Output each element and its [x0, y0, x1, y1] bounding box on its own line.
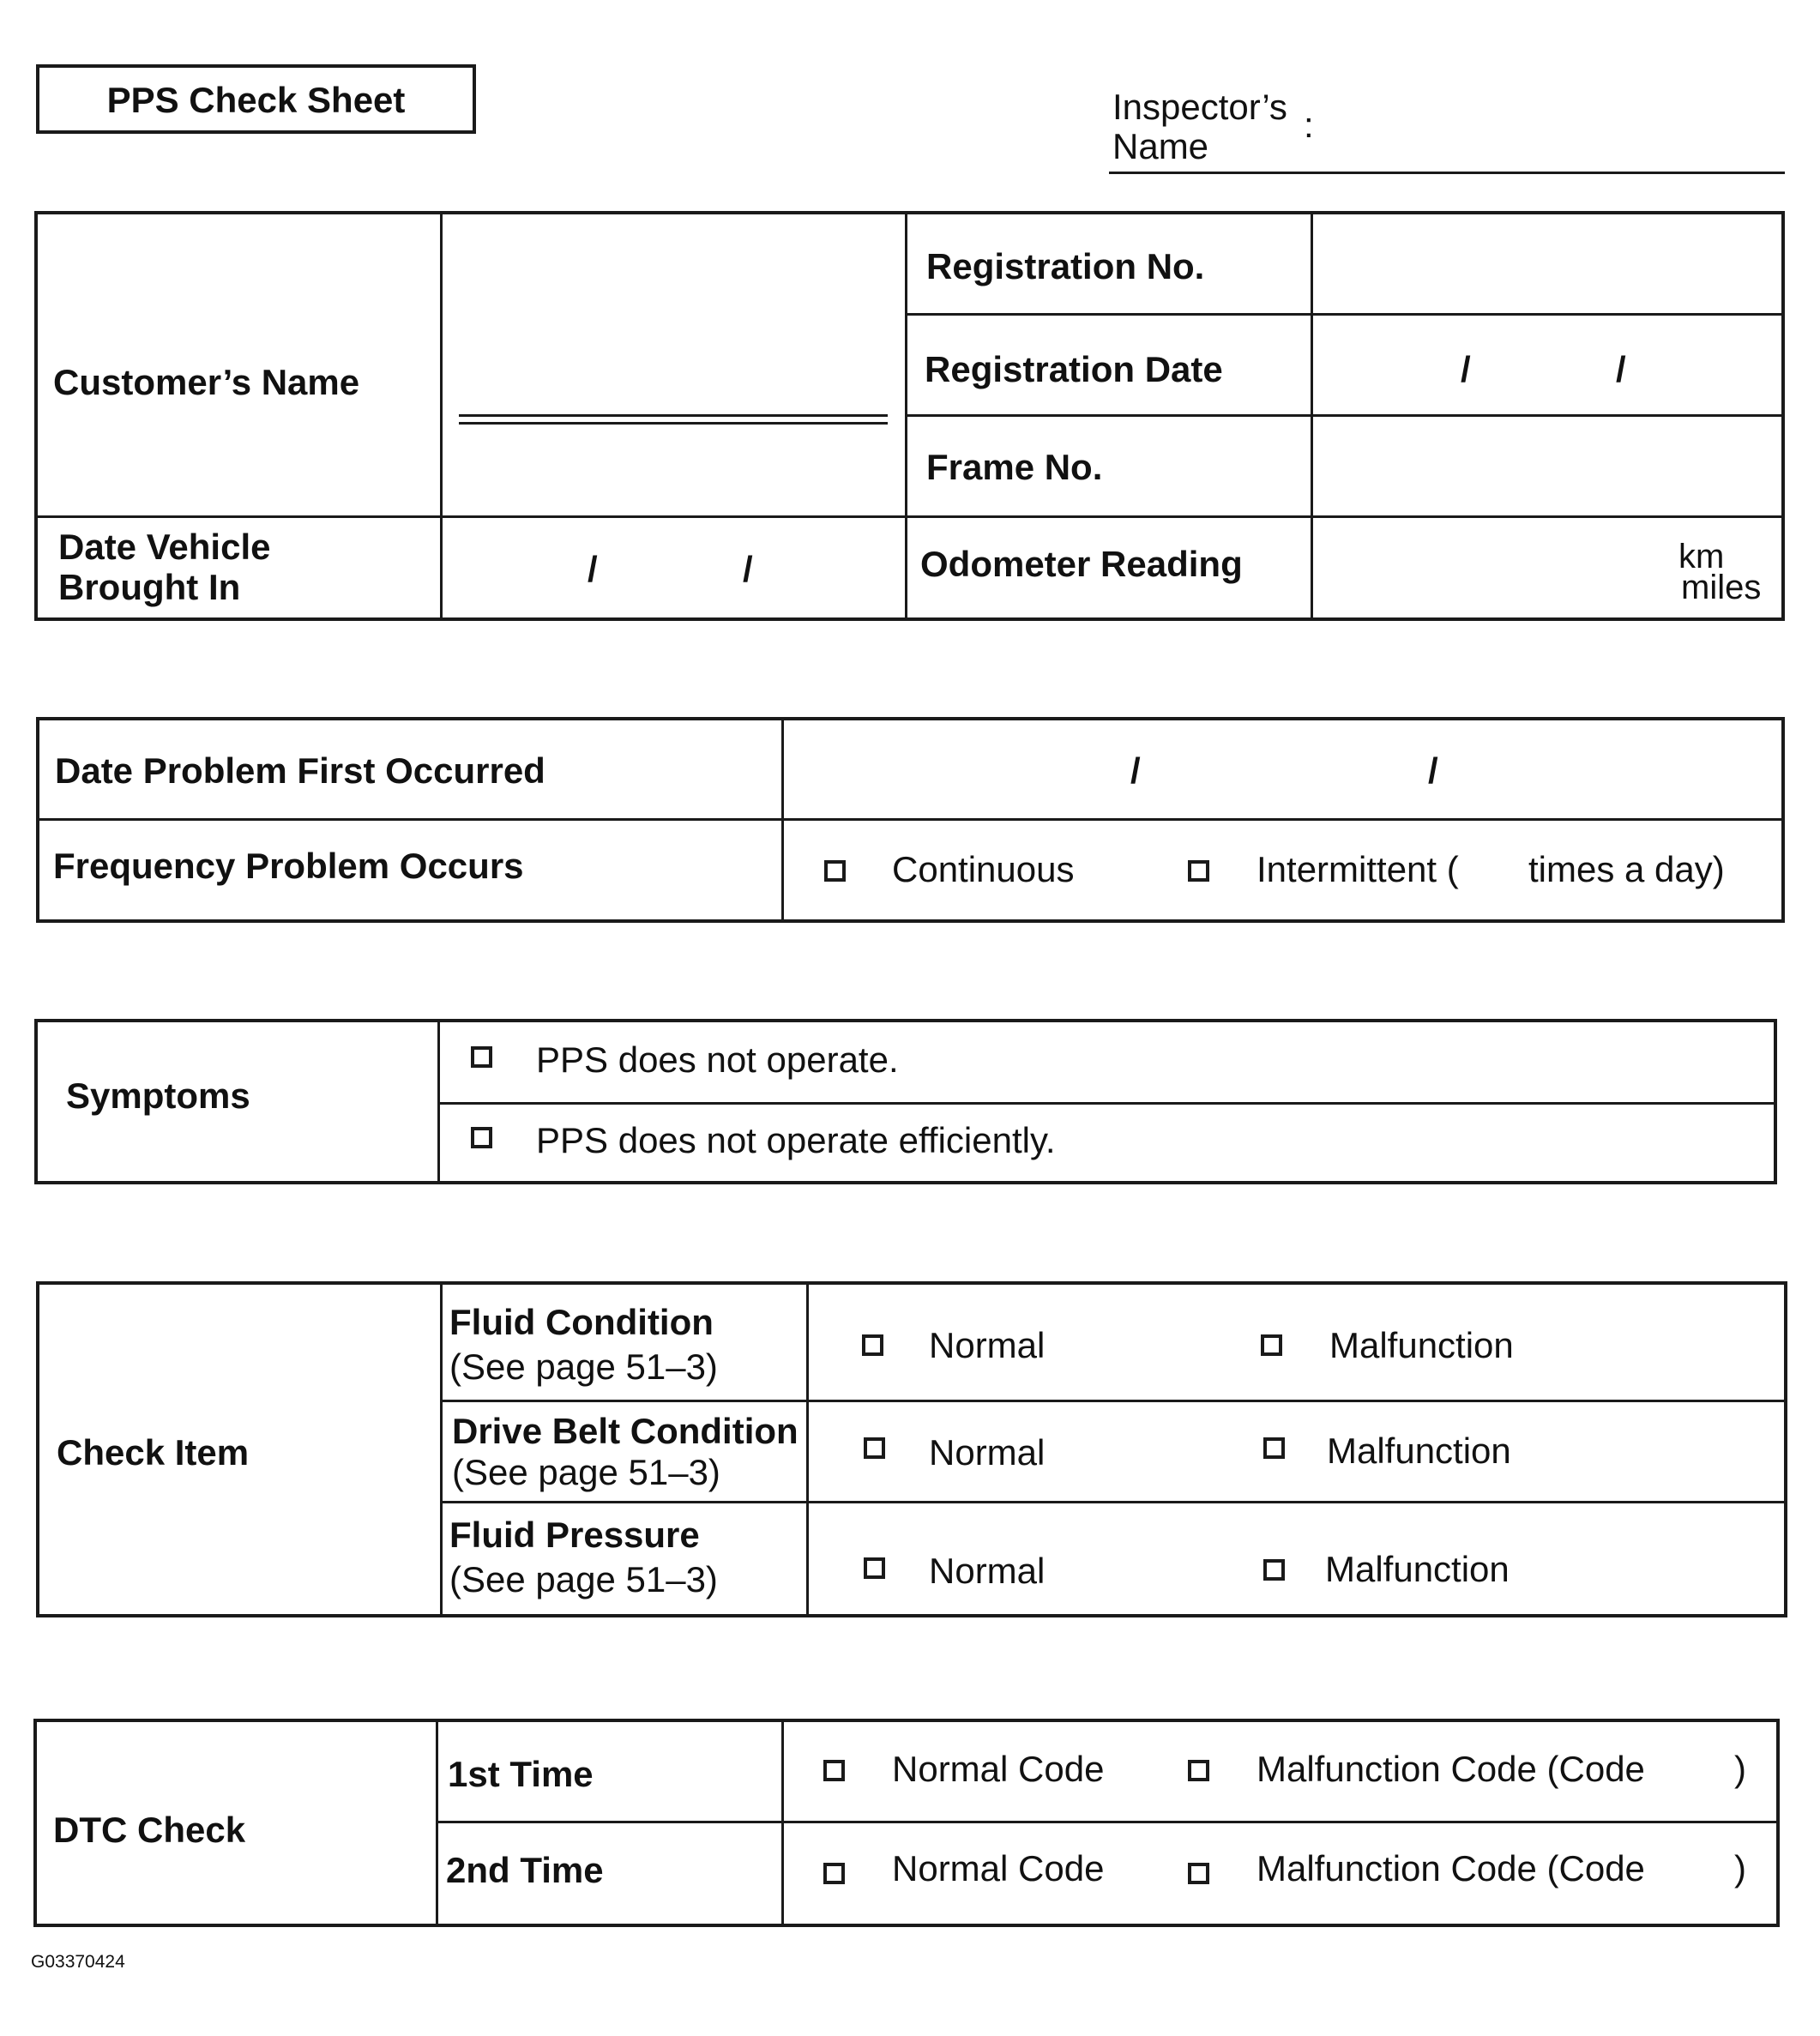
- registration-no-label: Registration No.: [926, 246, 1205, 286]
- registration-date-sep-2: /: [1616, 349, 1626, 389]
- odometer-unit-km: km: [1678, 538, 1725, 575]
- vehicle-col-divider-1: [440, 211, 443, 621]
- check-item-table: [36, 1281, 1787, 1617]
- dtc-check-label: DTC Check: [53, 1810, 246, 1850]
- inspector-name-line[interactable]: [1109, 172, 1785, 174]
- date-brought-in-label-line2: Brought In: [58, 567, 241, 607]
- vehicle-row-divider-c: [34, 515, 1785, 518]
- check-row-2-ref: (See page 51–3): [449, 1559, 718, 1599]
- first-occurred-sep-1: /: [1130, 750, 1141, 791]
- dtc-row-0-close-paren: ): [1734, 1749, 1746, 1789]
- figure-id: G03370424: [31, 1952, 125, 1972]
- dtc-row-0-malfunction-checkbox[interactable]: [1188, 1760, 1209, 1781]
- intermittent-label: Intermittent (: [1257, 849, 1459, 889]
- check-row-1-normal-label: Normal: [929, 1432, 1046, 1473]
- continuous-checkbox[interactable]: [824, 860, 846, 882]
- registration-date-sep-1: /: [1461, 349, 1471, 389]
- dtc-row-1-normal-label: Normal Code: [892, 1848, 1105, 1888]
- dtc-row-1-malfunction-checkbox[interactable]: [1188, 1863, 1209, 1884]
- check-row-1-title: Drive Belt Condition: [452, 1411, 799, 1451]
- inspector-label-line2: Name: [1112, 126, 1209, 166]
- intermittent-checkbox[interactable]: [1188, 860, 1209, 882]
- sheet-title: PPS Check Sheet: [106, 80, 406, 120]
- check-row-0-malfunction-checkbox[interactable]: [1261, 1334, 1282, 1356]
- dtc-row-1-normal-checkbox[interactable]: [823, 1863, 845, 1884]
- registration-date-label: Registration Date: [925, 349, 1223, 389]
- date-brought-in-label-line1: Date Vehicle: [58, 527, 271, 567]
- check-row-0-title: Fluid Condition: [449, 1302, 714, 1342]
- times-a-day-label: times a day): [1528, 849, 1725, 889]
- symptom-option-1: PPS does not operate efficiently.: [536, 1120, 1056, 1160]
- customer-name-line-2: [459, 422, 888, 425]
- date-brought-in-sep-2: /: [743, 549, 753, 589]
- date-brought-in-sep-1: /: [588, 549, 598, 589]
- vehicle-row-divider-b: [905, 414, 1785, 417]
- inspector-colon: :: [1304, 105, 1314, 145]
- first-occurred-sep-2: /: [1428, 750, 1438, 791]
- check-row-2-title: Fluid Pressure: [449, 1515, 700, 1555]
- problem-row-divider: [36, 818, 1785, 821]
- check-col-divider-2: [806, 1281, 809, 1617]
- symptoms-label: Symptoms: [66, 1075, 250, 1116]
- inspector-label-line1: Inspector’s: [1112, 87, 1287, 127]
- check-row-2-normal-label: Normal: [929, 1551, 1046, 1591]
- symptom-checkbox-0[interactable]: [471, 1046, 492, 1068]
- check-row-1-malfunction-label: Malfunction: [1327, 1431, 1511, 1471]
- check-col-divider-1: [440, 1281, 443, 1617]
- check-row-2-malfunction-checkbox[interactable]: [1263, 1559, 1285, 1581]
- symptom-option-0: PPS does not operate.: [536, 1039, 899, 1080]
- check-row-0-malfunction-label: Malfunction: [1329, 1325, 1514, 1365]
- check-item-label: Check Item: [57, 1432, 250, 1473]
- check-row-2-malfunction-label: Malfunction: [1325, 1549, 1510, 1589]
- frame-no-label: Frame No.: [926, 447, 1103, 487]
- odometer-unit-miles: miles: [1681, 569, 1762, 606]
- dtc-row-1-close-paren: ): [1734, 1848, 1746, 1888]
- check-row-1-ref: (See page 51–3): [452, 1452, 720, 1492]
- check-row-0-normal-label: Normal: [929, 1325, 1046, 1365]
- check-row-2-normal-checkbox[interactable]: [864, 1557, 885, 1579]
- check-row-1-malfunction-checkbox[interactable]: [1263, 1437, 1285, 1459]
- date-first-occurred-label: Date Problem First Occurred: [55, 750, 545, 791]
- check-row-divider-2: [440, 1501, 1787, 1503]
- check-row-divider-1: [440, 1400, 1787, 1402]
- dtc-row-1-time: 2nd Time: [446, 1850, 604, 1890]
- dtc-row-0-normal-label: Normal Code: [892, 1749, 1105, 1789]
- dtc-row-0-malfunction-label: Malfunction Code (Code: [1257, 1749, 1645, 1789]
- customer-name-line-1[interactable]: [459, 414, 888, 417]
- odometer-label: Odometer Reading: [920, 544, 1243, 584]
- check-row-0-ref: (See page 51–3): [449, 1346, 718, 1387]
- check-row-1-normal-checkbox[interactable]: [864, 1437, 885, 1459]
- symptoms-row-divider: [437, 1102, 1777, 1105]
- dtc-row-0-time: 1st Time: [448, 1754, 594, 1794]
- customer-name-label: Customer’s Name: [53, 362, 360, 402]
- vehicle-row-divider-a: [905, 313, 1785, 316]
- dtc-row-1-malfunction-label: Malfunction Code (Code: [1257, 1848, 1645, 1888]
- continuous-label: Continuous: [892, 849, 1075, 889]
- dtc-row-0-normal-checkbox[interactable]: [823, 1760, 845, 1781]
- check-row-0-normal-checkbox[interactable]: [862, 1334, 883, 1356]
- frequency-label: Frequency Problem Occurs: [53, 846, 524, 886]
- symptom-checkbox-1[interactable]: [471, 1127, 492, 1148]
- dtc-row-divider: [436, 1821, 1780, 1823]
